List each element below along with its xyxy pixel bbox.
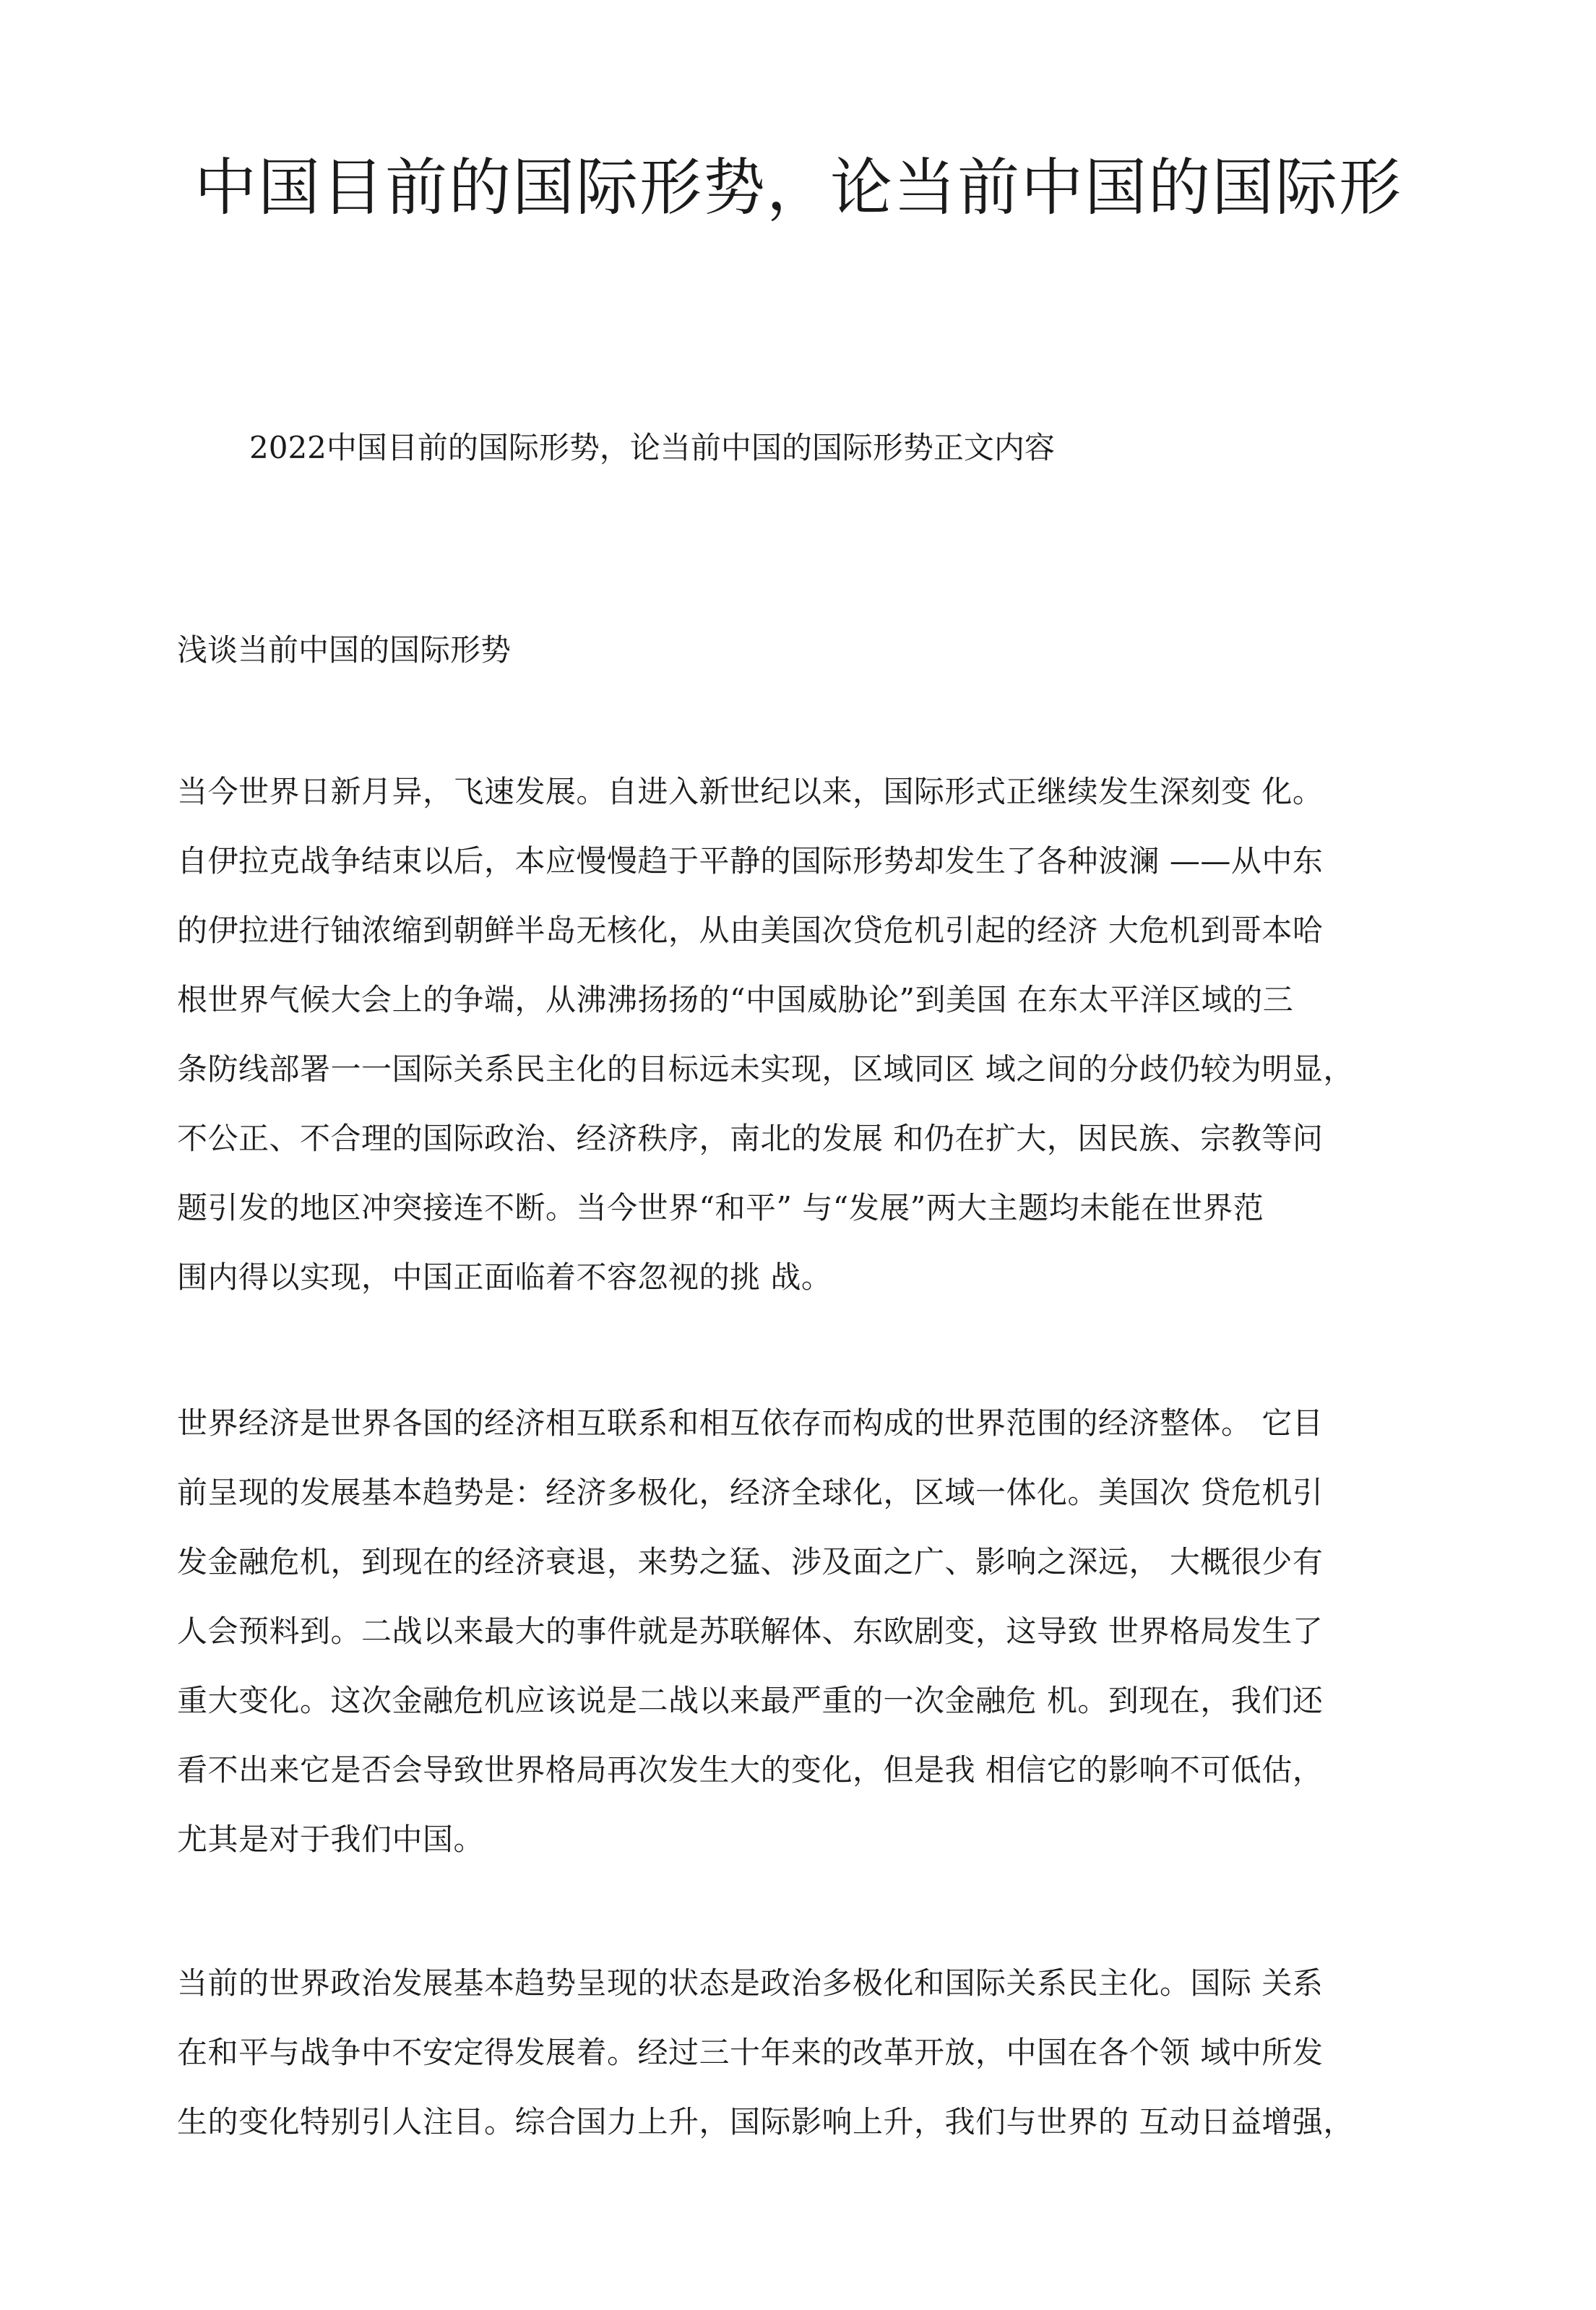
paragraph-line: 根世界气候大会上的争端，从沸沸扬扬的“中国威胁论”到美国 在东太平洋区域的三: [177, 982, 1294, 1017]
paragraph-line: 题引发的地区冲突接连不断。当今世界“和平” 与“发展”两大主题均未能在世界范: [177, 1190, 1264, 1225]
paragraph-line: 围内得以实现，中国正面临着不容忽视的挑 战。: [177, 1259, 832, 1295]
document-title: 中国目前的国际形势，论当前中国的国际形: [194, 152, 1402, 224]
paragraph-line: 人会预料到。二战以来最大的事件就是苏联解体、东欧剧变，这导致 世界格局发生了: [177, 1613, 1324, 1649]
paragraph-line: 看不出来它是否会导致世界格局再次发生大的变化，但是我 相信它的影响不可低估，: [177, 1752, 1324, 1788]
paragraph-line: 的伊拉进行铀浓缩到朝鲜半岛无核化，从由美国次贷危机引起的经济 大危机到哥本哈: [177, 913, 1324, 948]
paragraph-2: [177, 1389, 1459, 1874]
paragraph-line: 当今世界日新月异，飞速发展。自进入新世纪以来，国际形式正继续发生深刻变 化。: [177, 774, 1324, 809]
document-subtitle: 2022中国目前的国际形势，论当前中国的国际形势正文内容: [249, 430, 1055, 465]
paragraph-line: 不公正、不合理的国际政治、经济秩序，南北的发展 和仍在扩大，因民族、宗教等问: [177, 1121, 1324, 1156]
paragraph-line: 尤其是对于我们中国。: [177, 1822, 485, 1857]
paragraph-1: [177, 757, 1459, 1312]
paragraph-line: 当前的世界政治发展基本趋势呈现的状态是政治多极化和国际关系民主化。国际 关系: [177, 1965, 1324, 2001]
paragraph-line: 世界经济是世界各国的经济相互联系和相互依存而构成的世界范围的经济整体。 它目: [177, 1405, 1324, 1441]
paragraph-line: 生的变化特别引人注目。综合国力上升，国际影响上升，我们与世界的 互动日益增强，: [177, 2104, 1354, 2139]
paragraph-3: [177, 1949, 1459, 2157]
paragraph-line: 重大变化。这次金融危机应该说是二战以来最严重的一次金融危 机。到现在，我们还: [177, 1683, 1324, 1718]
paragraph-line: 自伊拉克战争结束以后，本应慢慢趋于平静的国际形势却发生了各种波澜 ——从中东: [177, 843, 1324, 879]
paragraph-line: 前呈现的发展基本趋势是：经济多极化，经济全球化，区域一体化。美国次 贷危机引: [177, 1475, 1324, 1510]
section-heading: 浅谈当前中国的国际形势: [177, 632, 512, 668]
paragraph-line: 发金融危机，到现在的经济衰退，来势之猛、涉及面之广、影响之深远， 大概很少有: [177, 1544, 1324, 1579]
paragraph-line: 在和平与战争中不安定得发展着。经过三十年来的改革开放，中国在各个领 域中所发: [177, 2035, 1324, 2070]
paragraph-line: 条防线部署一一国际关系民主化的目标远未实现，区域同区 域之间的分歧仍较为明显，: [177, 1051, 1354, 1087]
